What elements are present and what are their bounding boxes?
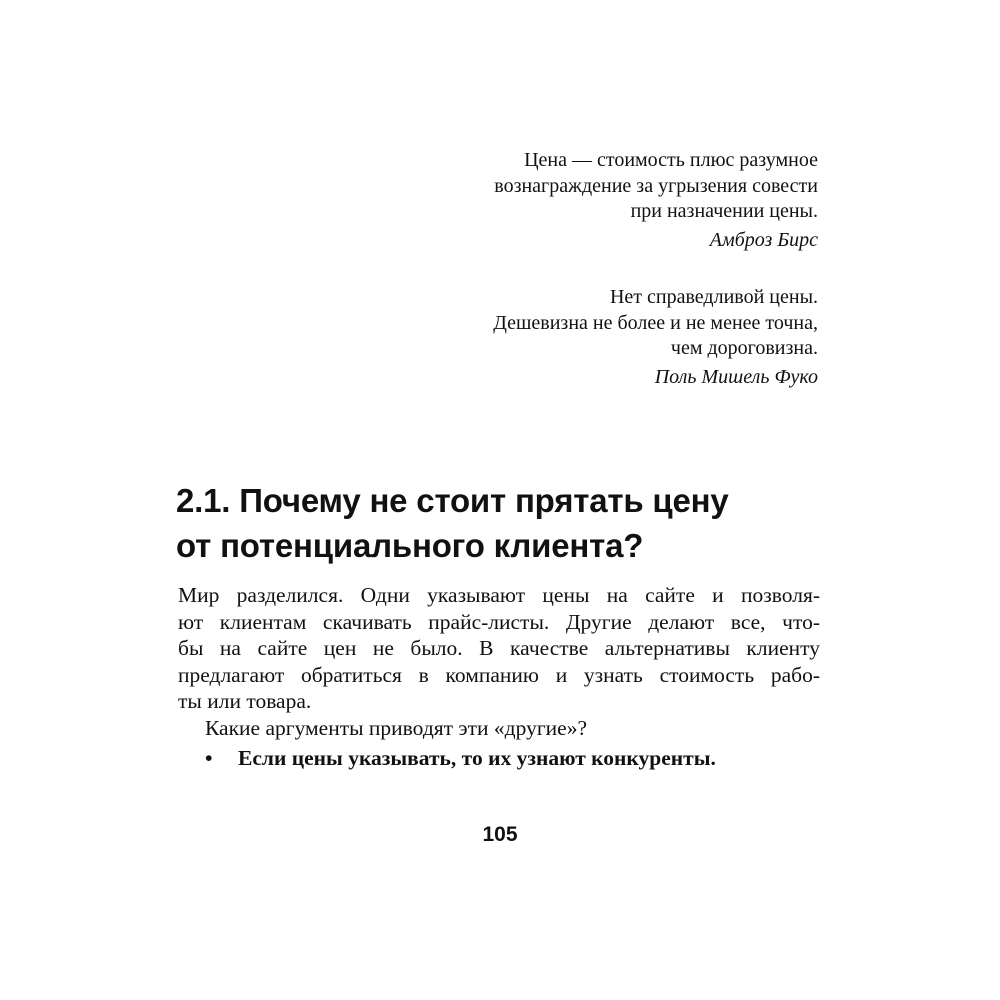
paragraph-line: предлагают обратиться в компанию и узнать стоимость рабо-	[178, 662, 820, 687]
section-heading	[176, 478, 729, 568]
bullet-item	[205, 745, 716, 772]
epigraph-foucault	[493, 285, 818, 390]
epigraph-line: Цена — стоимость плюс разумное	[524, 149, 818, 171]
epigraph-author: Амброз Бирс	[709, 228, 818, 251]
bullet-icon: •	[205, 746, 213, 770]
paragraph-line: бы на сайте цен не было. В качестве альтернативы клиенту	[178, 636, 820, 661]
paragraph-line: ют клиентам скачивать прайс-листы. Другие делают все, что-	[178, 609, 820, 634]
epigraph-line: Нет справедливой цены.	[609, 286, 818, 308]
epigraph-line: чем дороговизна.	[670, 337, 818, 359]
bullet-text: Если цены указывать, то их узнают конкуренты.	[238, 746, 716, 770]
paragraph-line: ты или товара.	[178, 689, 312, 714]
page-number: 105	[482, 823, 518, 846]
section-heading-line: 2.1. Почему не стоит прятать цену	[176, 482, 729, 519]
epigraph-line: вознаграждение за угрызения совести	[494, 174, 818, 197]
paragraph-line: Мир разделился. Одни указывают цены на сайте и позволя-	[178, 583, 820, 607]
epigraph-line: Дешевизна не более и не менее точна,	[493, 311, 818, 334]
epigraph-author: Поль Мишель Фуко	[654, 365, 818, 388]
epigraph-bierce	[494, 148, 818, 253]
question-text: Какие аргументы приводят эти «другие»?	[205, 716, 587, 740]
epigraph-line: при назначении цены.	[630, 200, 818, 222]
section-heading-line: от потенциального клиента?	[176, 527, 644, 564]
body-paragraph	[178, 582, 820, 715]
